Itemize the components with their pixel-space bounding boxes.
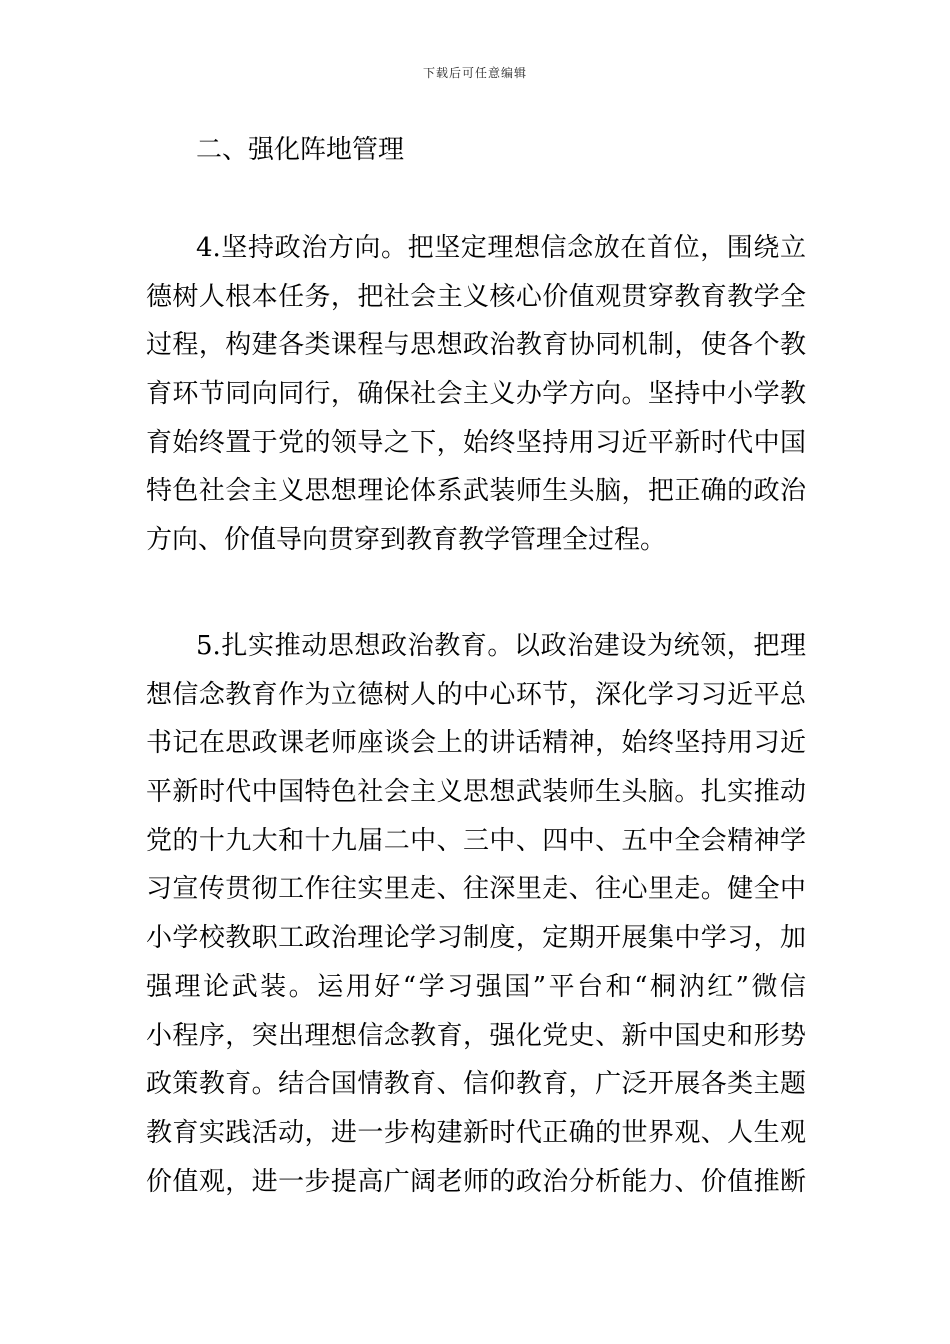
paragraph-line: 习宣传贯彻工作往实里走、往深里走、往心里走。健全中 <box>146 874 806 905</box>
paragraph-line: 方向、价值导向贯穿到教育教学管理全过程。 <box>146 525 667 556</box>
paragraph-line: 政策教育。结合国情教育、信仰教育，广泛开展各类主题 <box>146 1069 806 1100</box>
page-header-note: 下载后可任意编辑 <box>422 66 527 80</box>
paragraph-line: 党的十九大和十九届二中、三中、四中、五中全会精神学 <box>146 825 806 856</box>
paragraph-line: 教育实践活动，进一步构建新时代正确的世界观、人生观 <box>146 1117 806 1148</box>
paragraph-line: 想信念教育作为立德树人的中心环节，深化学习习近平总 <box>146 679 806 710</box>
paragraph-line: 德树人根本任务，把社会主义核心价值观贯穿教育教学全 <box>146 281 806 312</box>
paragraph-line: 育始终置于党的领导之下，始终坚持用习近平新时代中国 <box>146 427 806 458</box>
paragraph-line: 价值观，进一步提高广阔老师的政治分析能力、价值推断 <box>146 1166 806 1197</box>
paragraph-line: 小学校教职工政治理论学习制度，定期开展集中学习，加 <box>146 923 806 954</box>
paragraph-line: 平新时代中国特色社会主义思想武装师生头脑。扎实推动 <box>146 777 806 808</box>
paragraph-line: 4.坚持政治方向。把坚定理想信念放在首位，围绕立 <box>196 233 806 263</box>
paragraph-line: 小程序，突出理想信念教育，强化党史、新中国史和形势 <box>146 1020 806 1051</box>
paragraph-line: 过程，构建各类课程与思想政治教育协同机制，使各个教 <box>146 330 806 361</box>
paragraph-line: 特色社会主义思想理论体系武装师生头脑，把正确的政治 <box>146 476 806 507</box>
paragraph-4 <box>146 224 806 565</box>
paragraph-line: 育环节同向同行，确保社会主义办学方向。坚持中小学教 <box>146 379 806 410</box>
paragraph-line: 5.扎实推动思想政治教育。以政治建设为统领，把理 <box>196 631 806 661</box>
section-heading: 二、强化阵地管理 <box>196 135 405 165</box>
paragraph-5 <box>146 622 806 1206</box>
paragraph-line: 书记在思政课老师座谈会上的讲话精神，始终坚持用习近 <box>146 728 806 759</box>
paragraph-line: 强理论武装。运用好“学习强国”平台和“桐汭红”微信 <box>146 971 806 1002</box>
